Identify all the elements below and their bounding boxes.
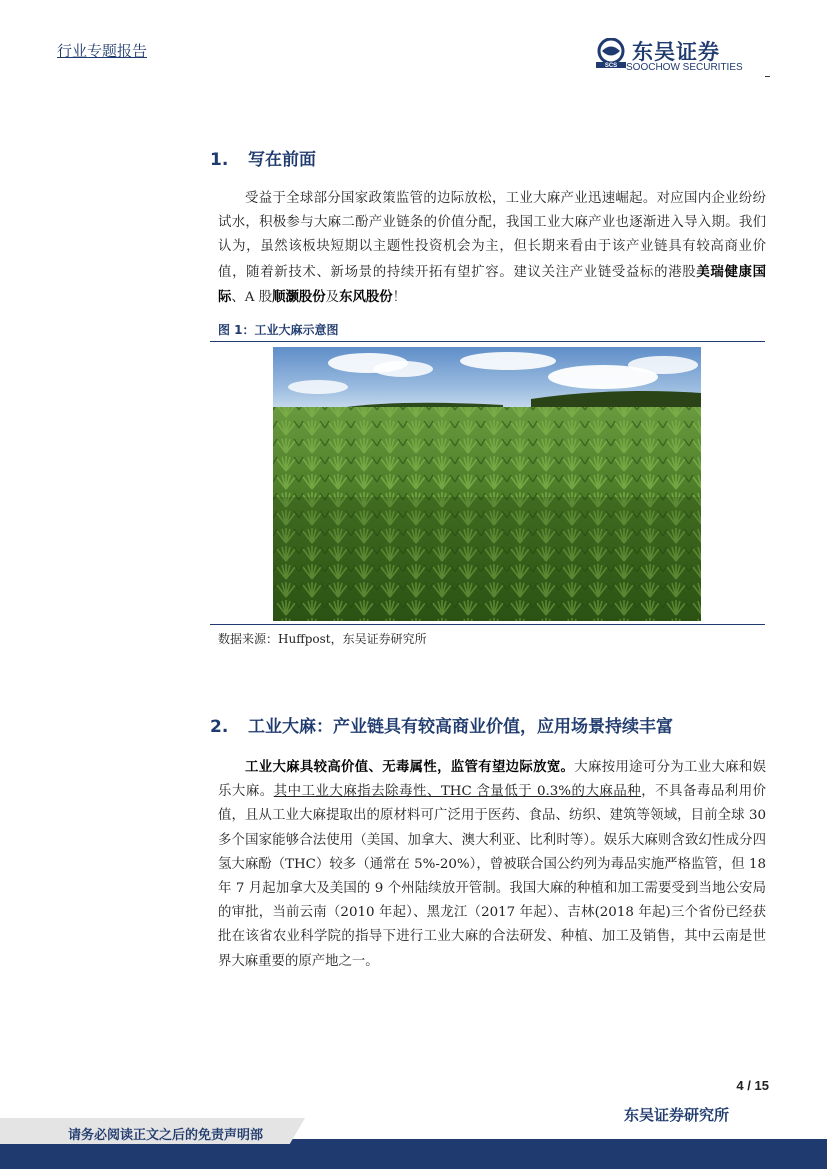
- section-1-number: 1.: [210, 150, 229, 170]
- footer-department: 东吴证券研究所: [623, 1106, 729, 1124]
- hemp-field-illustration: [273, 347, 701, 621]
- section-1-paragraph: [218, 187, 766, 310]
- logo-mark-text: SCS: [604, 63, 618, 68]
- section-2-title: 工业大麻：产业链具有较高商业价值，应用场景持续丰富: [248, 717, 673, 737]
- company-logo: [596, 36, 766, 76]
- page-separator: /: [747, 1078, 751, 1093]
- figure-bottom-rule: [210, 624, 765, 625]
- page-number: [736, 1078, 769, 1093]
- figure-top-rule: [210, 341, 765, 342]
- logo-english-name: SOOCHOW SECURITIES: [626, 62, 743, 73]
- section-2-paragraph: [218, 755, 766, 974]
- section-2-text-a: 大麻按用途可分为工业大麻和娱乐大麻。: [218, 760, 767, 800]
- header-tick: [765, 76, 770, 77]
- hemp-field-photo: [273, 347, 701, 621]
- page-current: 4: [736, 1078, 744, 1093]
- figure-1-source: 数据来源：Huffpost，东吴证券研究所: [218, 632, 427, 646]
- stock-meiruijiankang: 美瑞健康国际: [218, 263, 767, 305]
- section-2-number: 2.: [210, 717, 229, 737]
- page-total: 15: [754, 1078, 769, 1093]
- section-2-underlined-text: 其中工业大麻指去除毒性、THC 含量低于 0.3%的大麻品种: [273, 784, 642, 800]
- footer-disclaimer-link[interactable]: 请务必阅读正文之后的免责声明部: [68, 1128, 264, 1143]
- section-1-heading: [210, 145, 316, 170]
- section-1-text: 受益于全球部分国家政策监管的边际放松，工业大麻产业迅速崛起。对应国内企业纷纷试水，积极参与大麻二酚产业链条的价值分配，我国工业大麻产业也逐渐进入导入期。我们认为，虽然该板块短期以主题性投资机会为主，但长期来看由于该产业链具有较高商业价值，随着新技术、新场景的持续开拓有望扩容。建议关注产业链受益标的港股: [218, 191, 766, 280]
- section-1-end: ！: [392, 289, 407, 305]
- figure-1-caption: 图 1：工业大麻示意图: [218, 323, 339, 337]
- section-1-sep-b: 及: [325, 289, 340, 305]
- scs-logo-icon: [596, 38, 626, 68]
- stock-shunhao: 顺灏股份: [272, 288, 326, 305]
- section-2-lead: 工业大麻具较高价值、无毒属性，监管有望边际放宽。: [245, 759, 575, 775]
- report-type-label: 行业专题报告: [57, 42, 148, 60]
- section-1-sep-a: 、A 股: [231, 289, 273, 305]
- stock-dongfeng: 东风股份: [339, 288, 393, 305]
- section-2-text-b: ，不具备毒品利用价值，且从工业大麻提取出的原材料可广泛用于医药、食品、纺织、建筑等领域，目前全球 30 多个国家能够合法使用（美国、加拿大、澳大利亚、比利时等）。娱乐大麻则含致幻性成分四氢大麻酚（THC）较多（通常在 5%-20%），曾被联合国公约列为毒品实施严格监管，但 18 年 7 月起加拿大及美国的 9 个州陆续放开管制。我国大麻的种植和加工需要受到当地公安局的审批，当前云南（2010 年起）、黑龙江（2017 年起）、吉林(2018 年起)三个省份已经获批在该省农业科学院的指导下进行工业大麻的合法研发、种植、加工及销售，其中云南是世界大麻重要的原产地之一。: [218, 784, 767, 969]
- section-1-title: 写在前面: [248, 150, 316, 170]
- section-2-heading: [210, 712, 673, 737]
- logo-chinese-name: 东吴证券: [632, 40, 720, 64]
